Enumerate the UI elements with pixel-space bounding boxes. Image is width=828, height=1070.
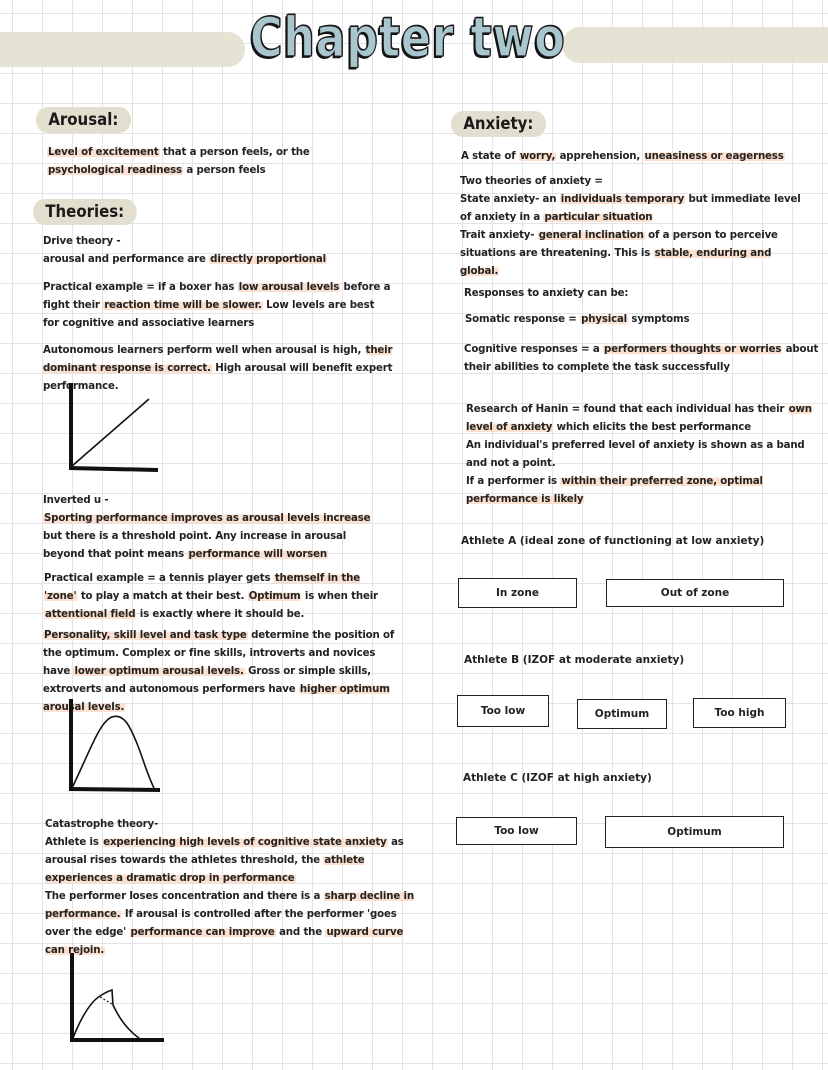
athlete-c-label: Athlete C (IZOF at high anxiety) [463, 772, 652, 784]
arousal-definition [47, 144, 347, 180]
athlete-b-label: Athlete B (IZOF at moderate anxiety) [464, 654, 685, 666]
athlete-a-label: Athlete A (ideal zone of functioning at low anxiety) [461, 535, 765, 547]
highlight: reaction time will be slower. [104, 300, 262, 311]
text: High arousal will benefit expert performance. [43, 363, 393, 392]
text: arousal and performance are [43, 254, 210, 265]
text: that a person feels, or the [159, 147, 310, 158]
anxiety-heading: Anxiety: [451, 111, 546, 137]
drive-theory-title: Drive theory - [43, 236, 121, 247]
text: Research of Hanin = found that each individual has their [466, 404, 788, 415]
catastrophe-graph-icon [60, 950, 170, 1045]
highlight: physical [581, 314, 628, 325]
text: and the [275, 927, 326, 938]
highlight: stable, enduring and global. [460, 248, 772, 277]
arousal-heading: Arousal: [36, 107, 131, 133]
highlight: worry, [519, 151, 556, 162]
text: Gross or simple skills, extroverts and autonomous performers have [43, 666, 371, 695]
highlight: experiencing high levels of cognitive state anxiety [103, 837, 387, 848]
hanin-line-2: An individual's preferred level of anxiety is shown as a band and not a point. [466, 440, 805, 469]
athlete-c-zone-optimum: Optimum [605, 816, 784, 848]
responses-intro: Responses to anxiety can be: [464, 288, 629, 299]
title-band-right [562, 27, 828, 63]
page-title: Chapter two [250, 6, 566, 69]
text: The performer loses concentration and there is a [45, 891, 324, 902]
highlight: uneasiness or eagerness [644, 151, 784, 162]
inverted-u-example [44, 570, 389, 624]
highlight: Sporting performance improves as arousal levels increase [44, 513, 371, 524]
text: is exactly where it should be. [136, 609, 305, 620]
text: State anxiety- an [460, 194, 560, 205]
catastrophe-block [45, 816, 425, 960]
two-theories-block [460, 173, 810, 281]
trait-anxiety [460, 227, 810, 281]
somatic-response [465, 311, 815, 329]
linear-graph-icon [60, 380, 170, 475]
drive-theory-line [43, 251, 383, 269]
highlight: Level of excitement [48, 147, 159, 158]
inverted-u-title: Inverted u - [43, 495, 109, 506]
drive-theory-block [43, 233, 383, 269]
text: to play a match at their best. [77, 591, 248, 602]
text: Athlete is [45, 837, 103, 848]
highlight: within their preferred zone, optimal performance is likely [466, 476, 763, 505]
text: Practical example = a tennis player gets [44, 573, 274, 584]
text: as arousal rises towards the athletes threshold, the [45, 837, 404, 866]
highlight: directly proportional [210, 254, 326, 265]
text: Somatic response = [465, 314, 581, 325]
cognitive-response [464, 341, 824, 377]
highlight: psychological readiness [48, 165, 182, 176]
athlete-c-zone-too-low: Too low [456, 817, 577, 845]
state-anxiety [460, 191, 810, 227]
text: Low levels are best for cognitive and associative learners [43, 300, 375, 329]
two-theories-intro: Two theories of anxiety = [460, 176, 603, 187]
text: A state of [461, 151, 519, 162]
highlight: sharp decline in performance. [45, 891, 414, 920]
highlight: athlete experiences a dramatic drop in performance [45, 855, 365, 884]
athlete-b-zone-too-high: Too high [693, 698, 786, 728]
athlete-b-zone-too-low: Too low [457, 695, 549, 727]
inverted-u-graph-icon [60, 696, 170, 796]
highlight: particular situation [544, 212, 653, 223]
text: but immediate level of anxiety in a [460, 194, 801, 223]
highlight: their dominant response is correct. [43, 345, 393, 374]
text: apprehension, [556, 151, 644, 162]
inverted-u-block [43, 492, 383, 564]
text: about their abilities to complete the task successfully [464, 344, 819, 373]
text: Trait anxiety- [460, 230, 538, 241]
text: symptoms [628, 314, 690, 325]
highlight: higher optimum arousal levels. [43, 684, 390, 713]
text: before a fight their [43, 282, 391, 311]
hanin-line-3 [466, 473, 818, 509]
anxiety-definition [461, 148, 811, 166]
highlight: Personality, skill level and task type [44, 630, 247, 641]
text: is when their [301, 591, 378, 602]
title-band-left [0, 32, 245, 67]
text: If a performer is [466, 476, 561, 487]
athlete-a-zone-out: Out of zone [606, 579, 784, 607]
highlight: performance will worsen [188, 549, 328, 560]
text: which elicits the best performance [553, 422, 752, 433]
hanin-line-1 [466, 401, 818, 437]
highlight: low arousal levels [238, 282, 340, 293]
highlight: lower optimum arousal levels. [74, 666, 244, 677]
theories-heading: Theories: [33, 199, 136, 225]
highlight: Optimum [248, 591, 301, 602]
text: determine the position of the optimum. Complex or fine skills, introverts and novices have [43, 630, 395, 677]
text: but there is a threshold point. Any increase in arousal beyond that point means [43, 531, 347, 560]
highlight: performers thoughts or worries [604, 344, 782, 355]
text: Practical example = if a boxer has [43, 282, 238, 293]
highlight: own level of anxiety [466, 404, 812, 433]
catastrophe-title: Catastrophe theory- [45, 819, 159, 830]
text: of a person to perceive situations are threatening. This is [460, 230, 778, 259]
highlight: themself in the 'zone' [44, 573, 360, 602]
athlete-b-zone-optimum: Optimum [577, 699, 667, 729]
highlight: upward curve can rejoin. [45, 927, 404, 956]
highlight: individuals temporary [560, 194, 685, 205]
drive-theory-example [43, 279, 393, 333]
inverted-u-desc [43, 510, 383, 564]
highlight: attentional field [45, 609, 136, 620]
highlight: performance can improve [130, 927, 275, 938]
catastrophe-desc [45, 834, 425, 888]
highlight: general inclination [538, 230, 644, 241]
athlete-a-zone-in: In zone [458, 578, 577, 608]
text: If arousal is controlled after the performer 'goes over the edge' [45, 909, 397, 938]
hanin-research [466, 401, 818, 509]
text: a person feels [182, 165, 266, 176]
text: Autonomous learners perform well when arousal is high, [43, 345, 365, 356]
text: Cognitive responses = a [464, 344, 604, 355]
